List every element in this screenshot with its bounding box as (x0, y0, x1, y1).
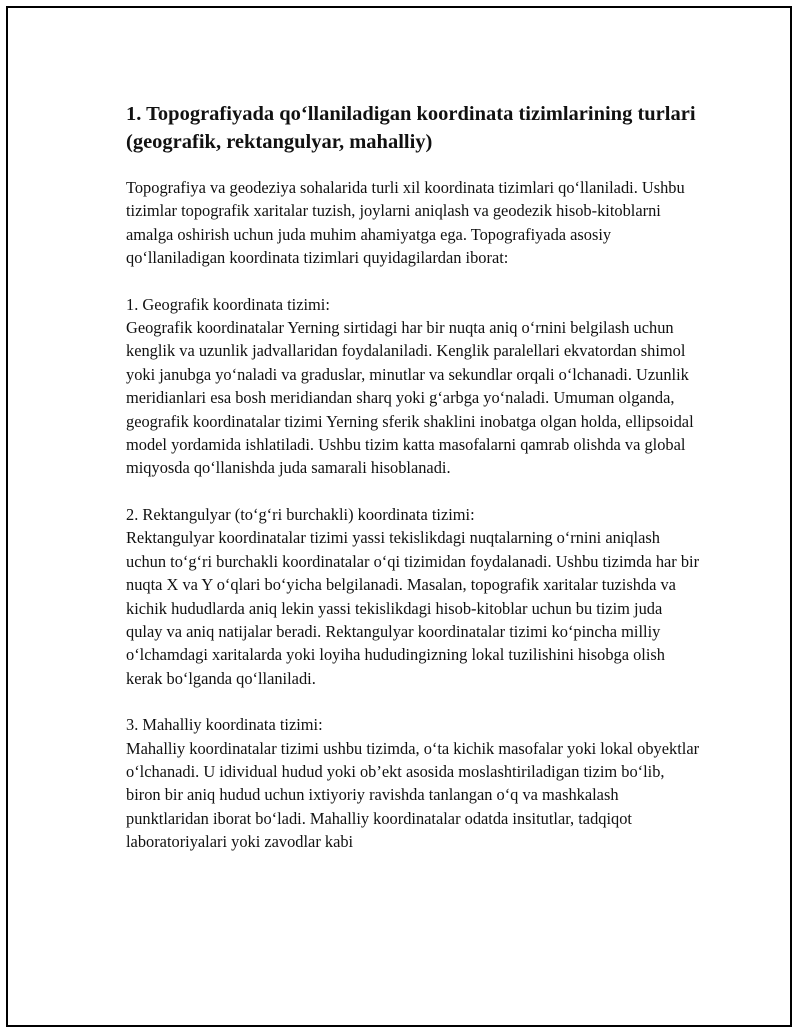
document-body (126, 100, 701, 877)
page-title: 1. Topografiyada qo‘llaniladigan koordinata tizimlarining turlari (geografik, rektangulyar, mahalliy) (126, 103, 696, 153)
section-geographic (126, 293, 701, 480)
section-body: Rektangulyar koordinatalar tizimi yassi tekislikdagi nuqtalarning o‘rnini aniqlash uchun to‘g‘ri burchakli koordinatalar o‘qi tizimidan foydalanadi. Ushbu tizimda har bir nuqta X va Y o‘qlari bo‘yicha belgilanadi. Masalan, topografik xaritalar tuzishda va kichik hududlarda aniq lekin yassi tekislikdagi hisob-kitoblar uchun bu tizim juda qulay va aniq natijalar beradi. Rektangulyar koordinatalar tizimi ko‘pincha milliy o‘lchamdagi xaritalarda yoki loyiha hududingizning lokal tuzilishini hisobga olish kerak bo‘lganda qo‘llaniladi. (126, 528, 700, 688)
section-title: 1. Geografik koordinata tizimi: (126, 294, 330, 314)
section-body: Mahalliy koordinatalar tizimi ushbu tizimda, o‘ta kichik masofalar yoki lokal obyektlar o‘lchanadi. U idividual hudud yoki ob’ekt asosida moslashtiriladigan tizim bo‘lib, biron bir aniq hudud uchun ixtiyoriy ravishda tanlangan o‘q va mashkalash punktlaridan iborat bo‘ladi. Mahalliy koordinatalar odatda insitutlar, tadqiqot laboratoriyalari yoki zavodlar kabi (126, 738, 700, 852)
page-frame (6, 6, 792, 1027)
section-body: Geografik koordinatalar Yerning sirtidagi har bir nuqta aniq o‘rnini belgilash uchun kenglik va uzunlik jadvallaridan foydalaniladi. Kenglik paralellari ekvatordan shimol yoki janubga yo‘naladi va graduslar, minutlar va sekundlar orqali o‘lchanadi. Uzunlik meridianlari esa bosh meridiandan sharq yoki g‘arbga yo‘naladi. Umuman olganda, geografik koordinatalar tizimi Yerning sferik shaklini inobatga olgan holda, ellipsoidal model yordamida ishlatiladi. Ushbu tizim katta masofalarni qamrab olishda va global miqyosda qo‘llanishda juda samarali hisoblanadi. (126, 318, 694, 478)
intro-paragraph: Topografiya va geodeziya sohalarida turli xil koordinata tizimlari qo‘llaniladi. Ushbu tizimlar topografik xaritalar tuzish, joylarni aniqlash va geodezik hisob-kitoblarni amalga oshirish uchun juda muhim ahamiyatga ega. Topografiyada asosiy qo‘llaniladigan koordinata tizimlari quyidagilardan iborat: (126, 178, 685, 268)
section-title: 2. Rektangulyar (to‘g‘ri burchakli) koordinata tizimi: (126, 504, 475, 524)
section-rectangular (126, 503, 701, 690)
section-local (126, 713, 701, 853)
section-title: 3. Mahalliy koordinata tizimi: (126, 715, 323, 735)
